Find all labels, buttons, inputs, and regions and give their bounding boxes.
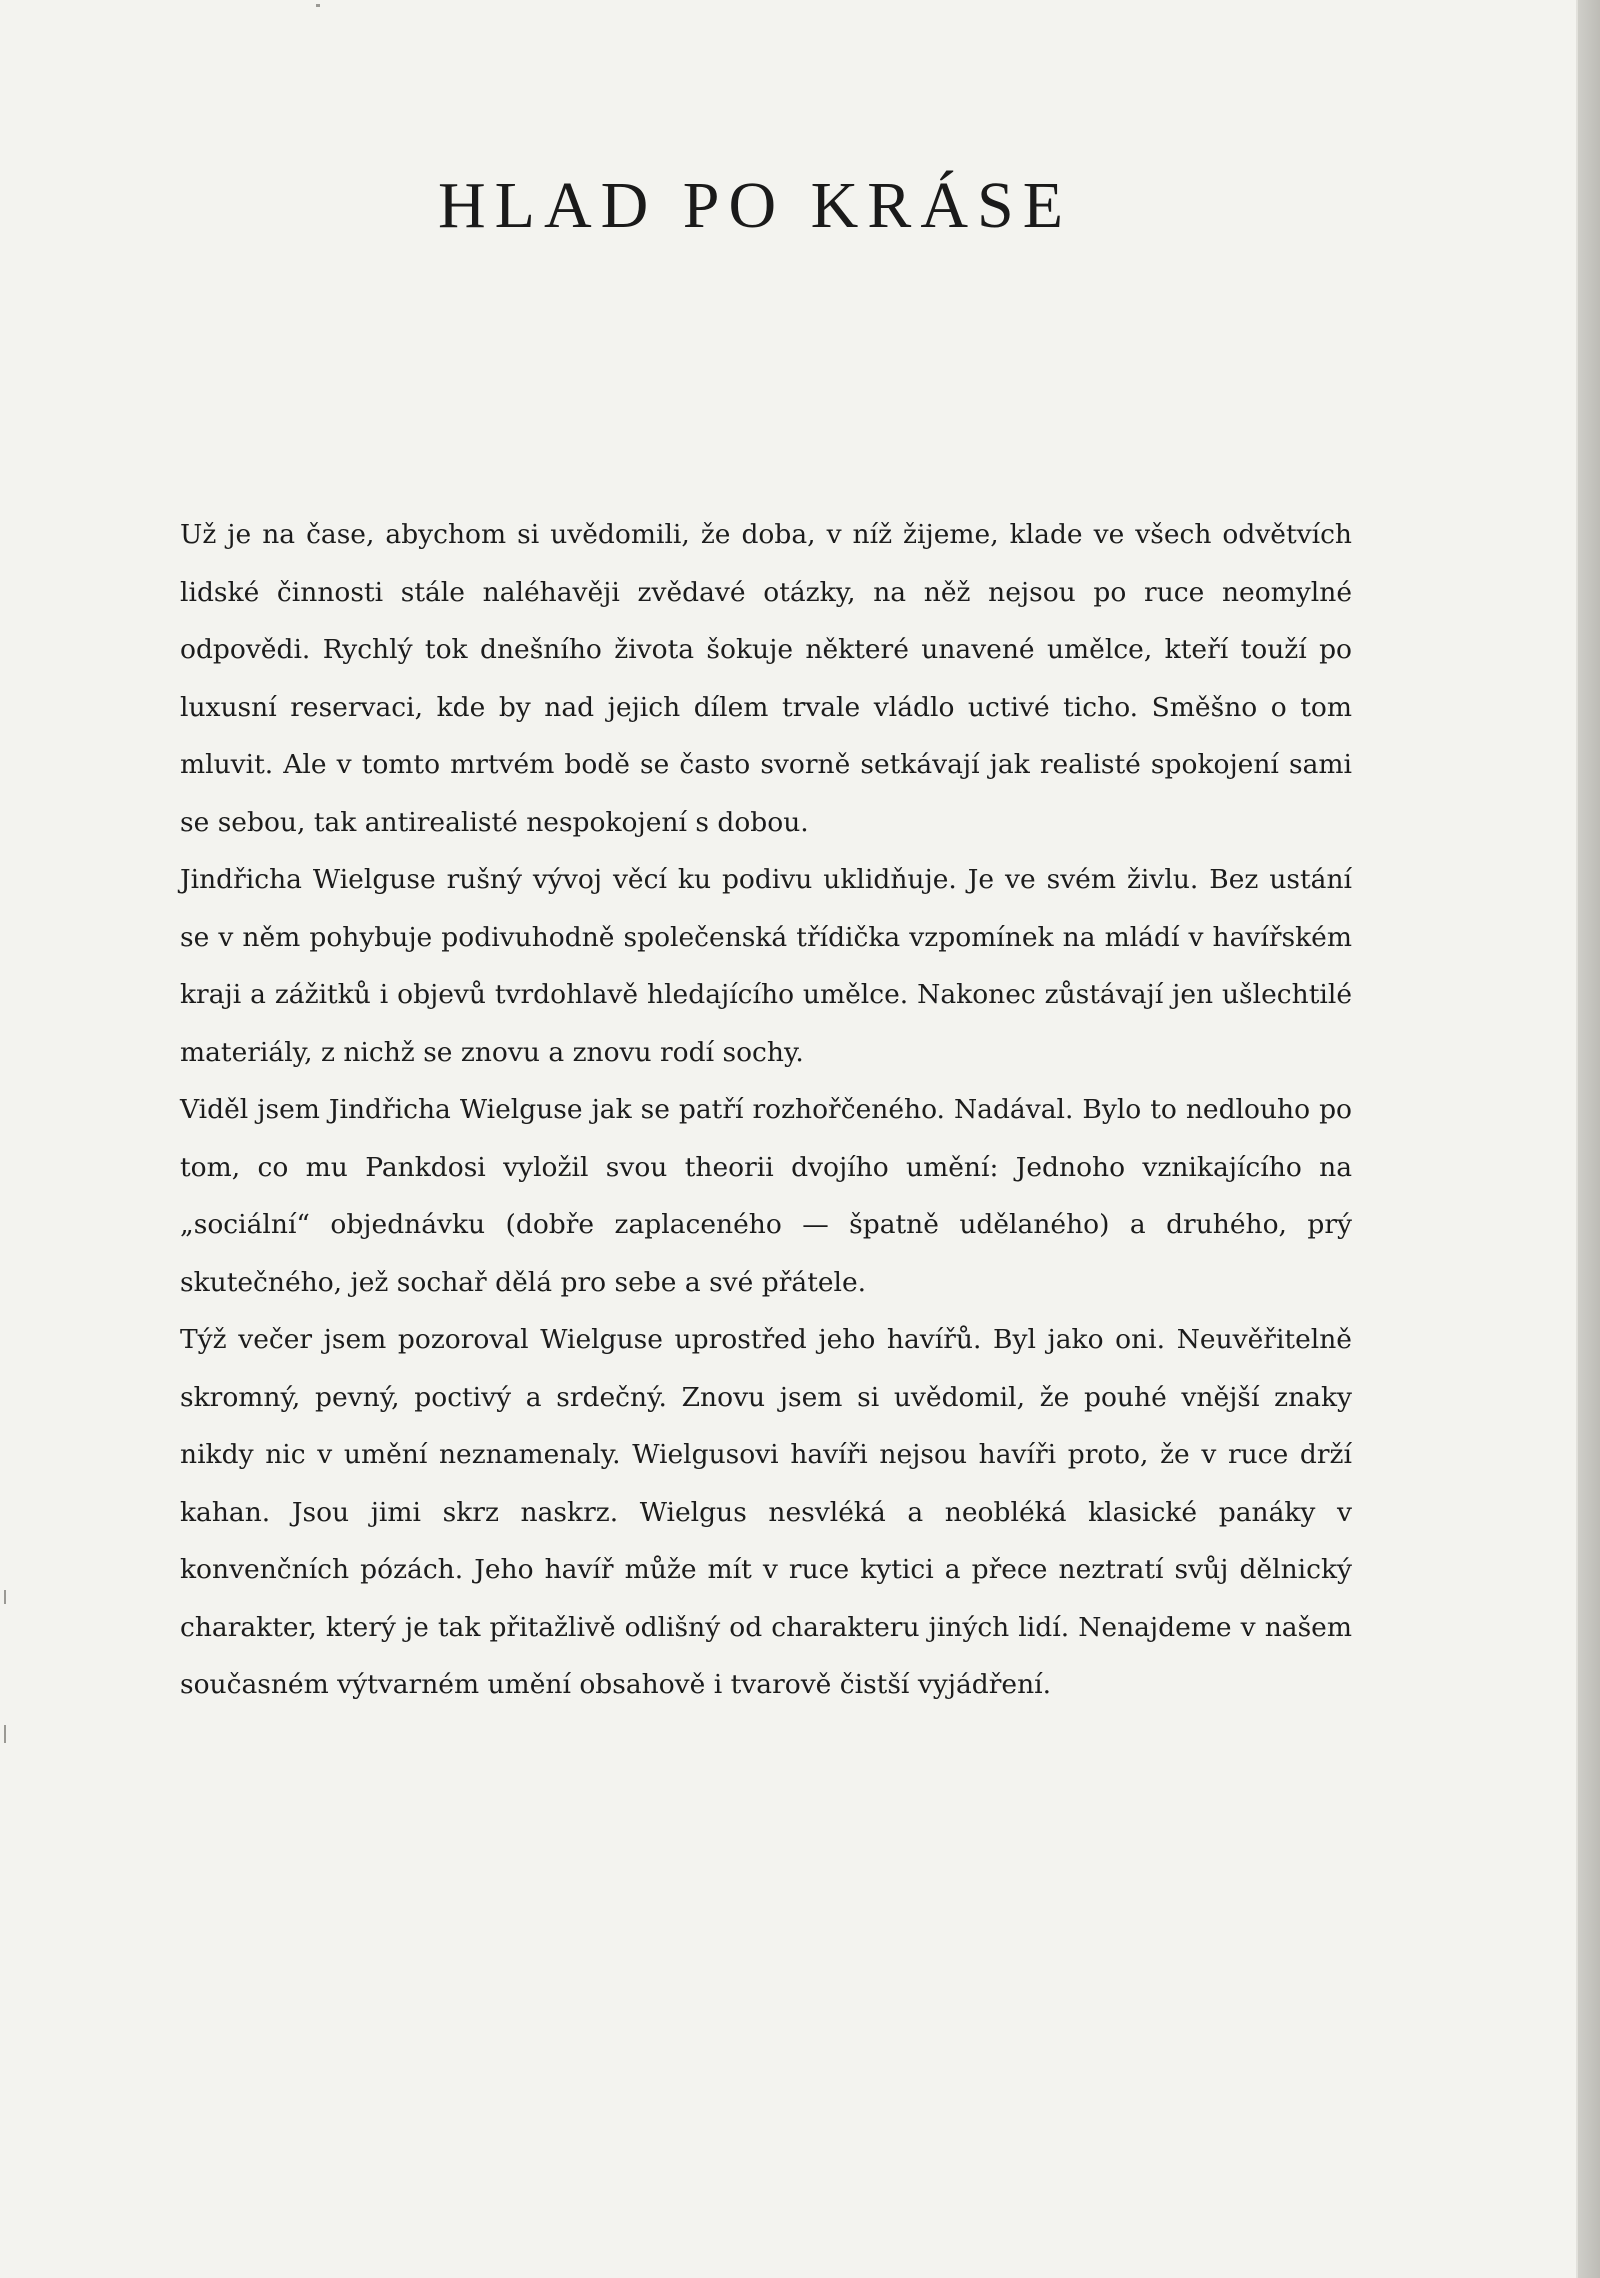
margin-mark: [316, 4, 320, 7]
paragraph: Týž večer jsem pozoroval Wielguse uprostřed jeho havířů. Byl jako oni. Neuvěřitelně skromný, pevný, poctivý a srdečný. Znovu jsem si uvědomil, že pouhé vnější znaky nikdy nic v umění neznamenaly. Wielgusovi havíři nejsou havíři proto, že v ruce drží kahan. Jsou jimi skrz naskrz. Wielgus nesvléká a neobléká klasické panáky v konvenčních pózách. Jeho havíř může mít v ruce kytici a přece neztratí svůj dělnický charakter, který je tak přitažlivě odlišný od charakteru jiných lidí. Nenajdeme v našem současném výtvarném umění obsahově i tvarově čistší vyjádření.: [180, 1324, 1352, 1700]
page-title: HLAD PO KRÁSE: [437, 169, 1073, 242]
paragraph: Viděl jsem Jindřicha Wielguse jak se patří rozhořčeného. Nadával. Bylo to nedlouho po tom, co mu Pankdosi vyložil svou theorii dvojího umění: Jednoho vznikajícího na „sociální“ objednávku (dobře zaplaceného — špatně udělaného) a druhého, prý skutečného, jež sochař dělá pro sebe a své přátele.: [180, 1094, 1352, 1298]
margin-mark: [4, 1725, 6, 1743]
paragraph: Jindřicha Wielguse rušný vývoj věcí ku podivu uklidňuje. Je ve svém živlu. Bez ustání se v něm pohybuje podivuhodně společenská třídička vzpomínek na mládí v havířském kraji a zážitků i objevů tvrdohlavě hledajícího umělce. Nakonec zůstávají jen ušlechtilé materiály, z nichž se znovu a znovu rodí sochy.: [180, 864, 1352, 1068]
paragraph: Už je na čase, abychom si uvědomili, že doba, v níž žijeme, klade ve všech odvětvích lidské činnosti stále naléhavěji zvědavé otázky, na něž nejsou po ruce neomylné odpovědi. Rychlý tok dnešního života šokuje některé unavené umělce, kteří touží po luxusní reservaci, kde by nad jejich dílem trvale vládlo uctivé ticho. Směšno o tom mluvit. Ale v tomto mrtvém bodě se často svorně setkávají jak realisté spokojení sami se sebou, tak antirealisté nespokojení s dobou.: [180, 519, 1352, 838]
page-edge: [1578, 0, 1600, 2278]
margin-mark: [4, 1590, 6, 1604]
article-body: [180, 506, 1352, 1714]
